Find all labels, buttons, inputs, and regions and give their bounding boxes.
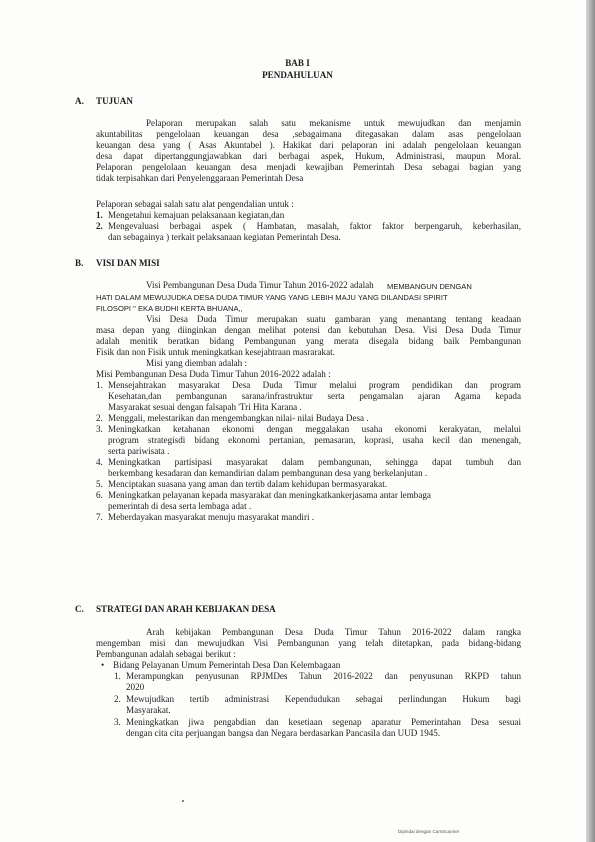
misi-item: Meningkatkan partisipasi masyarakat dalam pembangunan, sehingga dapat tumbuh dan xyxy=(108,457,521,467)
section-a-para1-line: Pelaporan merupakan salah satu mekanisme untuk mewujudkan dan menjamin xyxy=(146,118,521,128)
list-number: 5. xyxy=(96,479,103,489)
section-b-para-line: Visi Desa Duda Timur merupakan suatu gambaran yang menantang tentang keadaan xyxy=(146,314,521,324)
section-b-para-line: masa depan yang diinginkan dengan melihat potensi dan kebutuhan Desa. Visi Desa Duda Timur xyxy=(96,325,521,335)
section-a-letter: A. xyxy=(75,96,84,106)
section-a-para1-line: tidak terpisahkan dari Penyelenggaraan Pemerintah Desa xyxy=(96,173,304,183)
list-number: 2. xyxy=(96,413,103,423)
list-number: 1. xyxy=(96,210,103,220)
misi-item: pemerintah di desa serta lembaga adat . xyxy=(108,501,252,511)
section-c-title: STRATEGI DAN ARAH KEBIJAKAN DESA xyxy=(96,604,276,614)
section-b-title: VISI DAN MISI xyxy=(96,258,160,268)
strategy-item: 2020 xyxy=(126,682,145,692)
strategy-item: Meningkatkan jiwa pengabdian dan kesetiaan segenap aparatur Pemerintahan Desa sesuai xyxy=(126,717,521,727)
bullet-icon: • xyxy=(101,660,105,670)
scanner-watermark: Dipindai dengan CamScanner xyxy=(398,829,460,834)
list-number: 7. xyxy=(96,512,103,522)
strategy-item: Mewujudkan tertib administrasi Kependudukan sebagai perlindungan Hukum bagi xyxy=(126,694,521,704)
misi-item: Menggali, melestarikan dan mengembangkan nilai- nilai Budaya Desa . xyxy=(108,413,369,423)
section-b-para-line: Fisik dan non Fisik untuk meningkatkan kesejahtraan masrarakat. xyxy=(96,347,335,357)
list-item: Mengevaluasi berbagai aspek ( Hambatan, masalah, faktor faktor berpengaruh, keberhasilan, xyxy=(108,221,521,231)
section-c-letter: C. xyxy=(75,604,84,614)
misi-item: Mensejahtrakan masyarakat Desa Duda Timur melalui program pendidikan dan program xyxy=(108,380,521,390)
section-a-title: TUJUAN xyxy=(96,96,133,106)
chapter-number: BAB I xyxy=(285,58,310,68)
section-c-para-line: mengemban misi dan mewujudkan Visi Pembangunan yang telah ditetapkan, pada bidang-bidang xyxy=(96,638,521,648)
section-b-letter: B. xyxy=(75,258,84,268)
visi-statement: FILOSOPI " EKA BUDHI KERTA BHUANA,, xyxy=(96,304,243,313)
visi-line: Visi Pembangunan Desa Duda Timur Tahun 2016-2022 adalah xyxy=(146,280,374,290)
strategy-item: Masyarakat. xyxy=(126,705,171,715)
chapter-title: PENDAHULUAN xyxy=(262,70,333,80)
misi-item: program strategisdi bidang ekonomi pertanian, pemasaran, koprasi, usaha kecil dan menengah, xyxy=(108,435,521,445)
list-number: 1. xyxy=(96,380,103,390)
list-item: Mengetahui kemajuan pelaksanaan kegiatan,dan xyxy=(108,210,285,220)
section-a-para1-line: akuntabilitas pengelolaan keuangan desa ,sebagaimana ditegasakan dalam asas pengelolaan xyxy=(96,129,521,139)
strategy-item: Merampungkan penyusunan RPJMDes Tahun 2016-2022 dan penyusunan RKPD tahun xyxy=(126,671,521,681)
misi-title: Misi Pembangunan Desa Duda Timur Tahun 2016-2022 adalah : xyxy=(96,369,331,379)
section-c-para-line: Pembangunan adalah sebagai berikut : xyxy=(96,649,236,659)
misi-item: Masyarakat sesuai dengan falsapah 'Tri Hita Karana . xyxy=(108,402,302,412)
list-number: 3. xyxy=(96,424,103,434)
section-c-para-line: Arah kebijakan Pembangunan Desa Duda Timur Tahun 2016-2022 dalam rangka xyxy=(146,627,521,637)
section-a-para1-line: Pelaporan pengelolaan keuangan desa menjadi kewajiban Pemerintah Desa sebagai bagian yang xyxy=(96,162,521,172)
section-a-para1-line: keuangan desa yang ( Asas Akuntabel ). Hakikat dari pelaporan ini adalah pengelolaan keuangan xyxy=(96,140,521,150)
bullet-item: Bidang Pelayanan Umum Pemerintah Desa Dan Kelembagaan xyxy=(113,660,341,670)
strategy-item: dengan cita cita perjuangan bangsa dan Negara berdasarkan Pancasila dan UUD 1945. xyxy=(126,728,441,738)
section-a-para1-line: desa dapat dipertanggungjawabkan dari berbagai aspek, Hukum, Administrasi, maupun Moral. xyxy=(96,151,521,161)
list-number: 1. xyxy=(114,671,121,681)
misi-item: Menciptakan suasana yang aman dan tertib dalam kehidupan bermasyarakat. xyxy=(108,479,388,489)
misi-item: Meningkatkan ketahanan ekonomi dengan meggalakan usaha ekonomi kerakyatan, melalui xyxy=(108,424,521,434)
misi-intro: Misi yang diemban adalah : xyxy=(146,358,248,368)
misi-item: Meningkatkan pelayanan kepada masyarakat dan meningkatkankerjasama antar lembaga xyxy=(108,490,431,500)
misi-item: serta pariwisata . xyxy=(108,446,170,456)
section-b-para-line: adalah menitik beratkan bidang Pembangunan yang merata disegala bidang baik Pembangunan xyxy=(96,336,521,346)
list-item-continued: dan sebagainya ) terkait pelaksanaan kegiatan Pemerintah Desa. xyxy=(108,232,341,242)
section-a-para2: Pelaporan sebagai salah satu alat pengendalian untuk : xyxy=(96,199,294,209)
visi-statement: HATI DALAM MEWUJUDKA DESA DUDA TIMUR YANG YANG LEBIH MAJU YANG DILANDASI SPIRIT xyxy=(96,293,448,302)
misi-item: Kesehatan,dan pembangunan sarana/infrastruktur serta pengamalan ajaran Agama kepada xyxy=(108,391,521,401)
list-number: 4. xyxy=(96,457,103,467)
scan-edge-shadow xyxy=(586,0,595,842)
list-number: 2. xyxy=(96,221,103,231)
misi-item: Meberdayakan masyarakat menuju masyarakat mandiri . xyxy=(108,512,315,522)
visi-statement: MEMBANGUN DENGAN xyxy=(387,282,472,291)
list-number: 2. xyxy=(114,694,121,704)
misi-item: berkembang kesadaran dan kemandirian dalam pembangunan desa yang berkelanjutan . xyxy=(108,468,428,478)
list-number: 3. xyxy=(114,717,121,727)
list-number: 6. xyxy=(96,490,103,500)
scan-speck xyxy=(182,800,184,802)
